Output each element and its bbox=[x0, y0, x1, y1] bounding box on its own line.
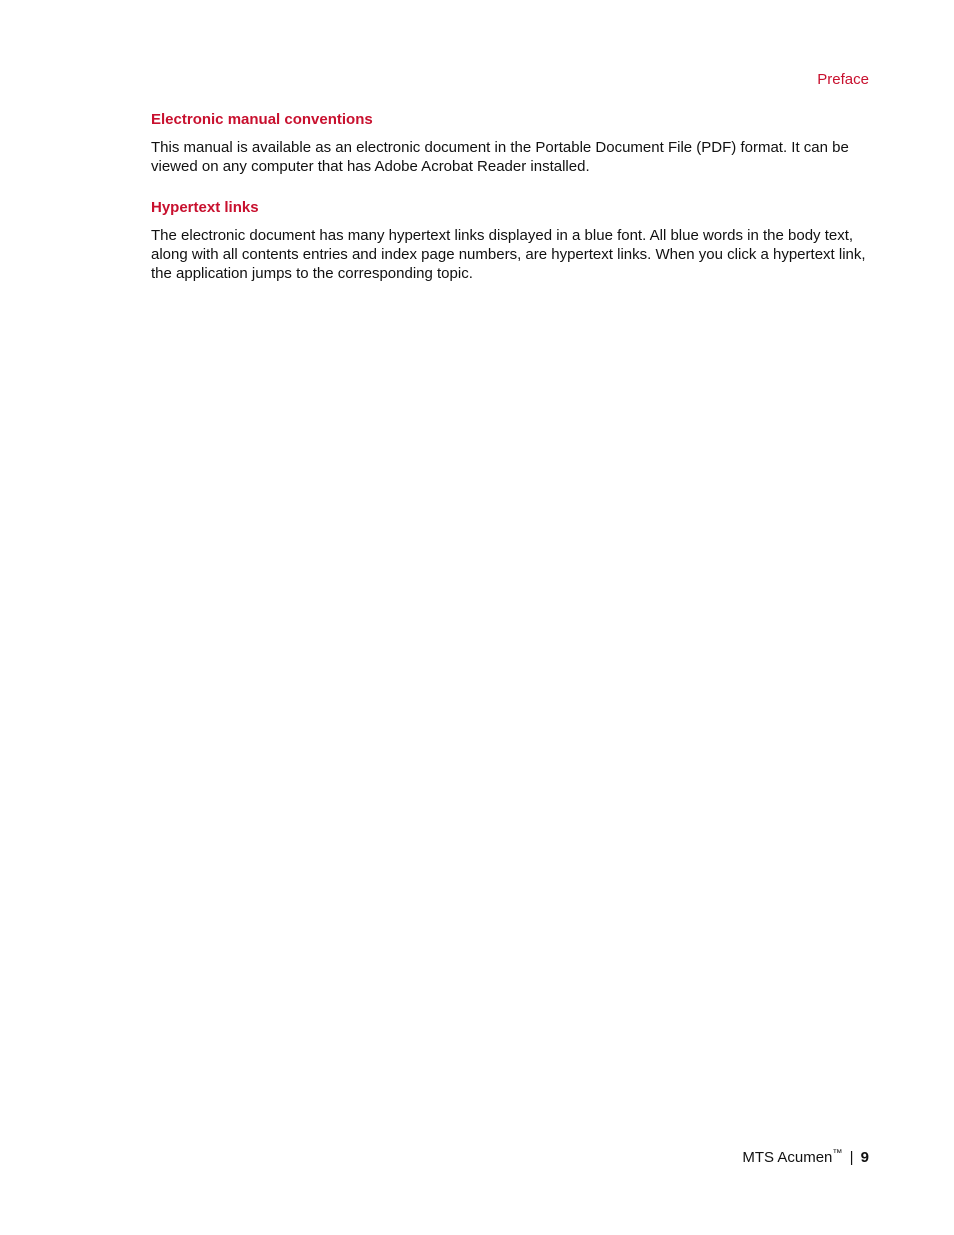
page-number: 9 bbox=[860, 1149, 869, 1166]
trademark-symbol: ™ bbox=[832, 1148, 843, 1159]
section-hypertext-links bbox=[151, 198, 871, 283]
page-footer bbox=[742, 1148, 869, 1168]
footer-product-name: MTS Acumen bbox=[742, 1149, 833, 1166]
section-heading: Electronic manual conventions bbox=[151, 111, 373, 128]
section-body: This manual is available as an electronic document in the Portable Document File (PDF) format. It can be viewed on any computer that has Adobe Acrobat Reader installed. bbox=[151, 139, 849, 175]
footer-separator: | bbox=[849, 1149, 854, 1166]
section-electronic-manual-conventions bbox=[151, 110, 871, 176]
running-header: Preface bbox=[817, 71, 869, 88]
section-heading: Hypertext links bbox=[151, 199, 259, 216]
section-body: The electronic document has many hypertext links displayed in a blue font. All blue words in the body text, along with all contents entries and index page numbers, are hypertext links. When you click a hypertext link, the application jumps to the corresponding topic. bbox=[151, 227, 866, 282]
page-content bbox=[151, 110, 871, 283]
